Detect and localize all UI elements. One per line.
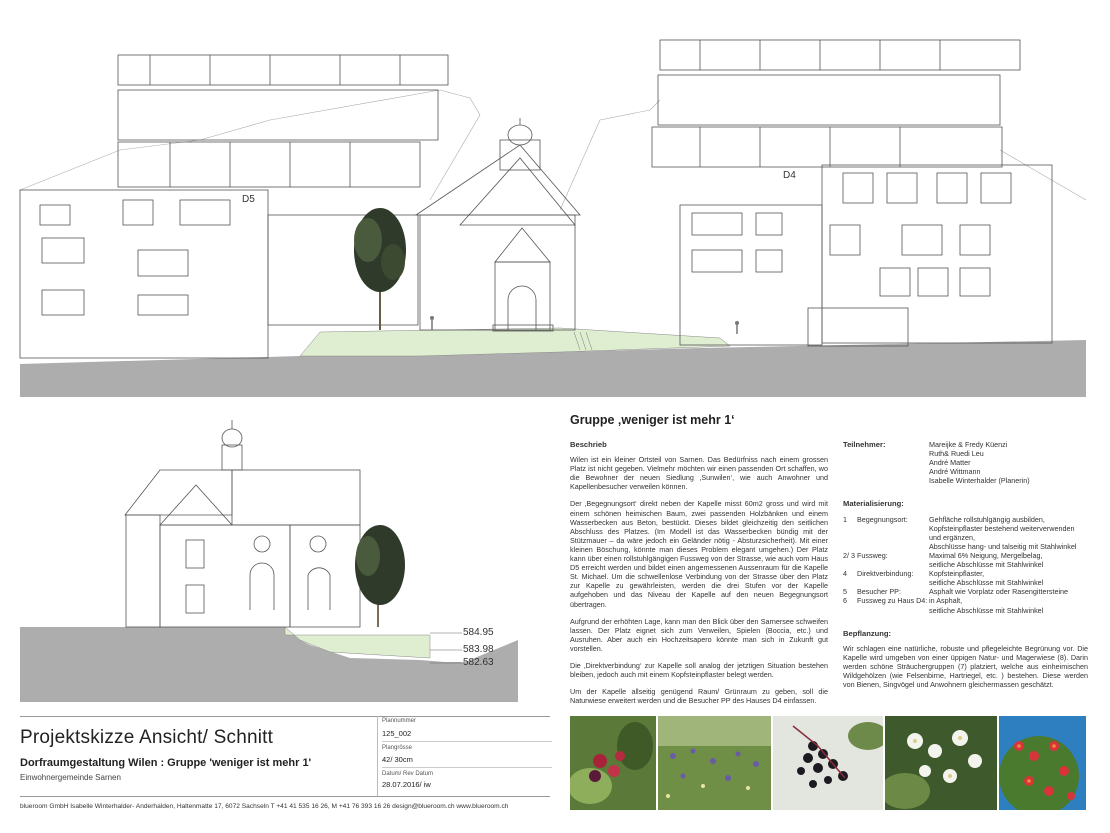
building-d4 — [652, 40, 1052, 346]
participant-name: Ruth& Ruedi Leu — [929, 449, 984, 459]
materialisierung-label: Materialisierung: — [843, 499, 904, 509]
beschrieb-paragraph: Die ‚Direktverbindung‘ zur Kapelle soll analog der jetztigen Situation bestehen bleiben, jedoch auch mit einem Kopfsteinpflaster belegt werden. — [570, 660, 828, 680]
material-num: 2/ 3 — [843, 550, 855, 560]
material-line: seitliche Abschlüsse mit Stahlwinkel — [929, 560, 1044, 570]
plant-photo-elderberry — [773, 716, 883, 810]
plant-photo-meadow — [658, 716, 771, 810]
plant-photo-berries — [570, 716, 656, 810]
plant-photo-red-berries — [999, 716, 1086, 810]
titleblock-divider — [20, 796, 550, 797]
project-title: Projektskizze Ansicht/ Schnitt — [20, 727, 274, 748]
building-d5 — [20, 55, 448, 358]
material-line: Asphalt wie Vorplatz oder Rasengittersteine — [929, 587, 1069, 597]
participant-name: André Wittmann — [929, 467, 981, 477]
material-line: in Asphalt, — [929, 596, 963, 606]
level-3: 582.63 — [463, 657, 494, 668]
material-item — [843, 569, 1088, 587]
participant-name: Isabelle Winterhalder (Planerin) — [929, 476, 1030, 486]
plangroesse-value: 42/ 30cm — [382, 755, 413, 764]
teilnehmer-label: Teilnehmer: — [843, 440, 886, 449]
material-line: seitliche Abschlüsse mit Stahlwinkel — [929, 578, 1044, 588]
material-num: 5 — [843, 587, 847, 597]
material-line: Kopfsteinpflaster, — [929, 569, 985, 579]
material-list — [843, 515, 1088, 615]
titleblock-divider — [377, 716, 378, 796]
level-2: 583.98 — [463, 644, 494, 655]
material-item — [843, 515, 1088, 551]
material-num: 1 — [843, 514, 847, 524]
material-line: Maximal 6% Neigung, Mergelbelag, — [929, 550, 1043, 560]
bepflanzung-text: Wir schlagen eine natürliche, robuste und pflegeleichte Begrünung vor. Die Kapelle wird umgeben von einer üppigen Natur- und Magerwiese (8). Darin werden schöne Sträuchergruppen (7) platziert, welche aus einheimischen Wildgehölzen (wie Felsenbirne, Hartriegel, etc. ) bestehen. Diese werden von Bienen, Singvögel und Anwohnern gleichermassen geschätzt. — [843, 643, 1088, 690]
level-1: 584.95 — [463, 627, 494, 638]
material-name: Fussweg: — [857, 550, 888, 560]
plan-meta — [382, 718, 552, 789]
meta-divider — [382, 741, 552, 742]
material-name: Begegnungsort: — [857, 514, 908, 524]
participant-name: Mareijke & Fredy Küenzi — [929, 440, 1008, 449]
beschrieb-paragraph: Aufgrund der erhöhten Lage, kann man den Blick über den Sarnersee schweifen lassen. Der Platz eignet sich zum Verweilen, Spielen (Boccia, etc.) und Ausruhen. Aber auch ein Hochzeitsapero könnte man sich in Zukunft gut vorstellen. — [570, 616, 828, 653]
material-line: und ergänzen, — [929, 532, 975, 542]
beschrieb-label: Beschrieb — [570, 440, 607, 449]
label-d5: D5 — [242, 194, 255, 205]
description-column — [570, 440, 828, 713]
material-line: Kopfsteinpflaster bestehend weiterverwenden — [929, 523, 1075, 533]
plannummer-value: 125_002 — [382, 729, 412, 738]
material-line: Gehfläche rollstuhlgängig ausbilden, — [929, 514, 1045, 524]
label-d4: D4 — [783, 170, 796, 181]
beschrieb-paragraph: Der ‚Begegnungsort‘ direkt neben der Kapelle misst 60m2 gross und wird mit einem schönen heimischen Baum, zwei passenden Holzbänken und einem Wasserbecken aus Beton, bestückt. Dieses bildet gleichzeitig den seitlichen Abschluss des Platzes. (Im Modell ist das Wasserbecken bündig mit der Stützmauer – da wäre jedoch ein Geländer nötig - Absturzsicherheit). Mit einer kleinen Böschung, könnte man dieses Problem elegant umgehen.) Der Platz kann über einen rollstuhlgängigen Fussweg von der Strasse, wie auch vom Haus D5 erreicht werden und bildet einen angemessenen Aussenraum für die Kapelle St. Michael. Um die schwellenlose Verbindung von der Strasse über den Platz zur Kapelle zu gewährleisten, werden die drei Stufen vor der Kapelle aufgehoben und das Niveau der Kapelle auf den neuen Begegnungsort übertragen. — [570, 499, 828, 609]
footer-contact: blueroom GmbH Isabelle Winterhalder- Anderhalden, Haltenmatte 17, 6072 Sachseln T +41 41 535 16 26, M +41 76 393 16 26 design@blueroom.ch www.blueroom.ch — [20, 803, 509, 810]
material-line: seitliche Abschlüsse mit Stahlwinkel — [929, 605, 1044, 615]
details-column — [843, 440, 1088, 689]
participant-name: André Matter — [929, 458, 971, 468]
beschrieb-paragraph: Wilen ist ein kleiner Ortsteil von Sarnen. Das Bedürfniss nach einem grossen Platz ist nicht gegeben. Vielmehr möchten wir einen passenden Ort schaffen, wo die Bewohner der neuen Siedlung ‚Sunwilen‘, wie auch Anwohner und Kapellenbesucher verweilen können. — [570, 455, 828, 492]
material-name: Besucher PP: — [857, 587, 901, 597]
chapel-elevation — [416, 118, 580, 331]
titleblock-divider — [20, 716, 550, 717]
plangroesse-label: Plangrösse — [382, 745, 413, 751]
material-name: Direktverbindung: — [857, 569, 914, 579]
project-client: Einwohnergemeinde Sarnen — [20, 773, 121, 782]
tree-section — [355, 525, 405, 627]
plant-photo-white-blossoms — [885, 716, 997, 810]
group-heading: Gruppe ‚weniger ist mehr 1‘ — [570, 413, 735, 427]
material-num: 6 — [843, 596, 847, 606]
project-subtitle: Dorfraumgestaltung Wilen : Gruppe 'weniger ist mehr 1' — [20, 757, 312, 769]
plannummer-label: Plannummer — [382, 718, 417, 724]
section-ground — [20, 627, 518, 702]
datum-value: 28.07.2016/ iw — [382, 780, 431, 789]
material-item — [843, 551, 1088, 569]
material-name: Fussweg zu Haus D4: — [857, 596, 928, 606]
datum-label: Datum/ Rev Datum — [382, 771, 434, 777]
beschrieb-paragraph: Um der Kapelle allseitig genügend Raum/ Grünraum zu geben, soll die Naturwiese erweitert werden und die Besucher PP des Hauses D4 einfassen. — [570, 687, 828, 706]
chapel-section — [125, 420, 360, 627]
material-line: Abschlüsse hang- und talseitig mit Stahlwinkel — [929, 541, 1077, 551]
section-drawing — [0, 400, 560, 710]
material-item — [843, 596, 1088, 614]
material-num: 4 — [843, 569, 847, 579]
bepflanzung-label: Bepflanzung: — [843, 628, 892, 638]
meta-divider — [382, 767, 552, 768]
material-item — [843, 587, 1088, 596]
tree-elevation — [354, 208, 406, 330]
teilnehmer-block — [843, 440, 1088, 485]
elevation-drawing — [0, 0, 1110, 400]
